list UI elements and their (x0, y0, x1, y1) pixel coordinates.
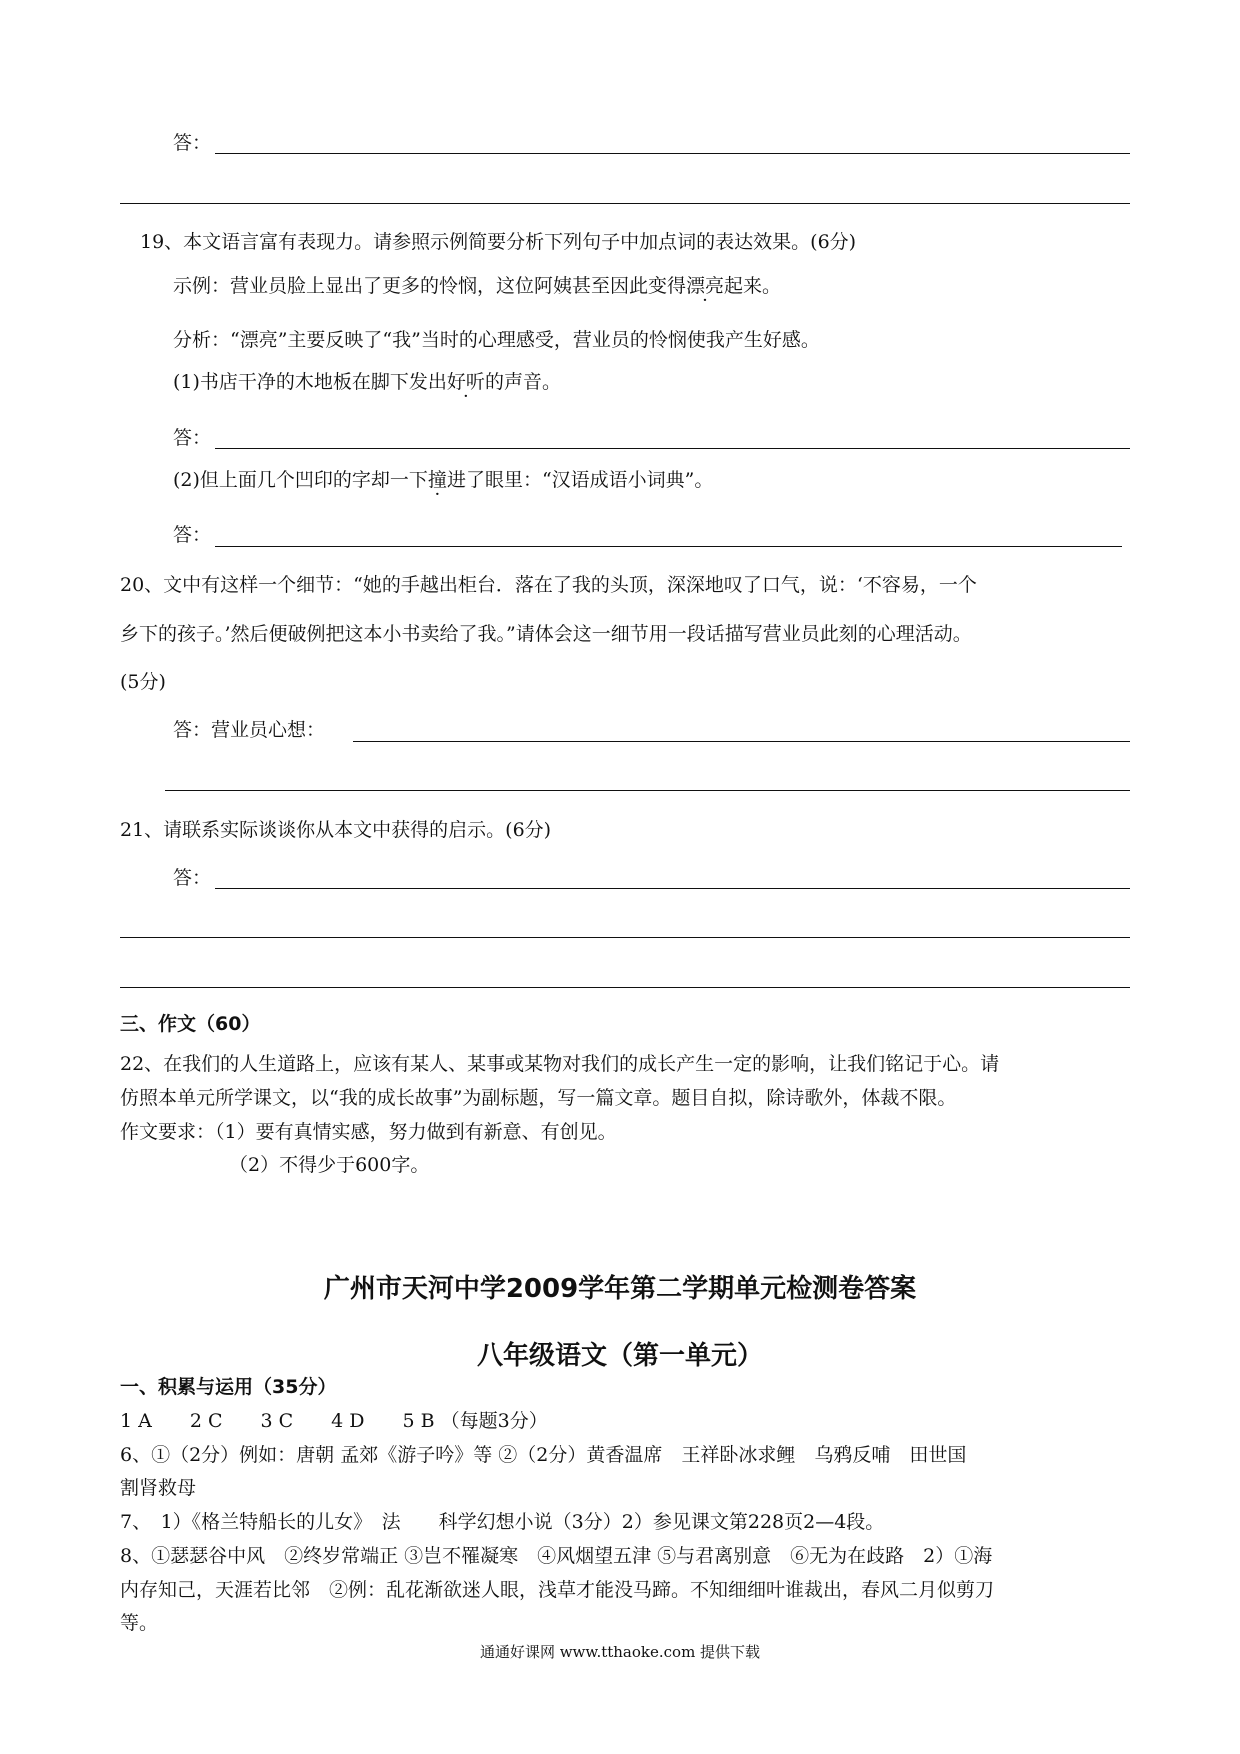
answer-line[interactable] (215, 153, 1130, 154)
item-2: (2)但上面几个凹印的字却一下撞进了眼里：“汉语成语小词典”。 (173, 469, 714, 491)
question-20-line-2: 乡下的孩子。’然后便破例把这本小书卖给了我。”请体会这一细节用一段话描写营业员此刻的心理活动。 (120, 623, 972, 645)
answer-line[interactable] (120, 987, 1130, 988)
answer-label: 答： (173, 132, 212, 154)
example-sentence: 示例：营业员脸上显出了更多的怜悯，这位阿姨甚至因此变得漂亮起来。 (173, 275, 782, 297)
question-22-line-1: 22、在我们的人生道路上，应该有某人、某事或某物对我们的成长产生一定的影响，让我们铭记于心。请 (120, 1053, 1000, 1075)
answer-key-subtitle: 八年级语文（第一单元） (476, 1341, 763, 1371)
answer-line[interactable] (353, 741, 1130, 742)
answer-label: 答： (173, 524, 212, 546)
example-analysis: 分析：“漂亮”主要反映了“我”当时的心理感受，营业员的怜悯使我产生好感。 (173, 329, 820, 351)
answer-line-5: 8、①瑟瑟谷中风 ②终岁常端正 ③岂不罹凝寒 ④风烟望五津 ⑤与君离别意 ⑥无为在歧路 2）①海 (120, 1545, 993, 1567)
question-22-line-2: 仿照本单元所学课文，以“我的成长故事”为副标题，写一篇文章。题目自拟，除诗歌外，体裁不限。 (120, 1087, 957, 1109)
answer-section-1: 一、积累与运用（35分） (120, 1376, 337, 1398)
answer-line-2: 6、①（2分）例如：唐朝 孟郊《游子吟》等 ②（2分）黄香温席 王祥卧冰求鲤 乌鸦反哺 田世国 (120, 1444, 967, 1466)
question-20-line-1: 20、文中有这样一个细节：“她的手越出柜台．落在了我的头顶，深深地叹了口气，说：‘不容易，一个 (120, 574, 977, 596)
answer-line[interactable] (215, 888, 1130, 889)
question-19: 19、本文语言富有表现力。请参照示例简要分析下列句子中加点词的表达效果。(6分) (140, 231, 857, 253)
answer-label: 答： (173, 867, 212, 889)
answer-line-7: 等。 (120, 1612, 159, 1634)
answer-line-3: 割肾救母 (120, 1477, 197, 1499)
answer-label: 答：营业员心想： (173, 719, 326, 741)
essay-requirement-2: （2）不得少于600字。 (229, 1154, 430, 1176)
answer-line[interactable] (120, 937, 1130, 938)
answer-line[interactable] (215, 448, 1130, 449)
question-21: 21、请联系实际谈谈你从本文中获得的启示。(6分) (120, 819, 552, 841)
answer-line[interactable] (215, 546, 1122, 547)
answer-label: 答： (173, 427, 212, 449)
essay-requirement-1: 作文要求：（1）要有真情实感，努力做到有新意、有创见。 (120, 1121, 617, 1143)
answer-line[interactable] (165, 790, 1130, 791)
question-20-line-3: (5分) (120, 671, 166, 693)
answer-key-title: 广州市天河中学2009学年第二学期单元检测卷答案 (323, 1274, 917, 1304)
answer-line-6: 内存知己，天涯若比邻 ②例：乱花渐欲迷人眼，浅草才能没马蹄。不知细细叶谁裁出，春风二月似剪刀 (120, 1579, 995, 1601)
answer-line-1: 1 A 2 C 3 C 4 D 5 B （每题3分） (120, 1410, 548, 1432)
answer-line-4: 7、 1）《格兰特船长的儿女》 法 科学幻想小说（3分）2）参见课文第228页2—4段。 (120, 1511, 885, 1533)
section-3-heading: 三、作文（60） (120, 1013, 261, 1035)
answer-line[interactable] (120, 203, 1130, 204)
footer: 通通好课网 www.tthaoke.com 提供下载 (479, 1643, 761, 1661)
item-1: (1)书店干净的木地板在脚下发出好听的声音。 (173, 371, 561, 393)
